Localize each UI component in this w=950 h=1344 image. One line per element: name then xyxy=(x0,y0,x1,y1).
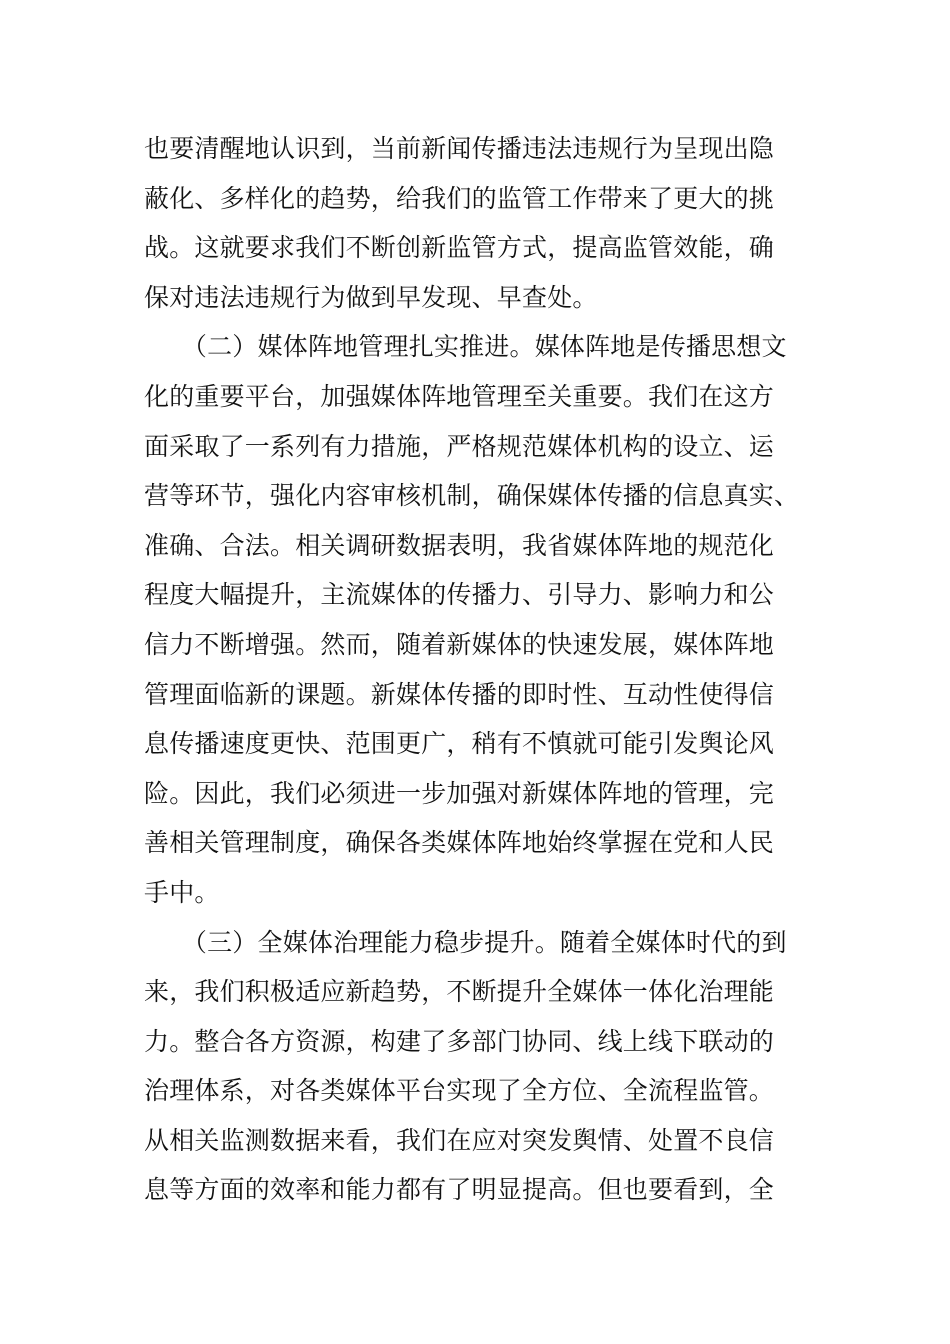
text-line: 手中。 xyxy=(144,877,220,907)
text-line: 善相关管理制度，确保各类媒体阵地始终掌握在党和人民 xyxy=(144,828,775,858)
text-line: 化的重要平台，加强媒体阵地管理至关重要。我们在这方 xyxy=(144,381,775,411)
text-line: 蔽化、多样化的趋势，给我们的监管工作带来了更大的挑 xyxy=(144,183,775,213)
text-line: 保对违法违规行为做到早发现、早查处。 xyxy=(144,282,598,312)
text-line: 战。这就要求我们不断创新监管方式，提高监管效能，确 xyxy=(144,233,775,263)
text-line: 程度大幅提升，主流媒体的传播力、引导力、影响力和公 xyxy=(144,580,775,610)
text-line: 险。因此，我们必须进一步加强对新媒体阵地的管理，完 xyxy=(144,778,775,808)
text-line: （二）媒体阵地管理扎实推进。媒体阵地是传播思想文 xyxy=(144,332,787,362)
text-line: （三）全媒体治理能力稳步提升。随着全媒体时代的到 xyxy=(144,927,787,957)
text-line: 也要清醒地认识到，当前新闻传播违法违规行为呈现出隐 xyxy=(144,134,775,163)
text-line: 面采取了一系列有力措施，严格规范媒体机构的设立、运 xyxy=(144,431,775,461)
text-line: 息等方面的效率和能力都有了明显提高。但也要看到，全 xyxy=(144,1175,775,1205)
text-line: 力。整合各方资源，构建了多部门协同、线上线下联动的 xyxy=(144,1026,775,1056)
body-text xyxy=(144,124,804,1215)
text-line: 信力不断增强。然而，随着新媒体的快速发展，媒体阵地 xyxy=(144,629,775,659)
text-line: 营等环节，强化内容审核机制，确保媒体传播的信息真实、 xyxy=(144,481,800,511)
text-line: 来，我们积极适应新趋势，不断提升全媒体一体化治理能 xyxy=(144,977,775,1007)
text-line: 息传播速度更快、范围更广，稍有不慎就可能引发舆论风 xyxy=(144,729,775,759)
text-line: 从相关监测数据来看，我们在应对突发舆情、处置不良信 xyxy=(144,1125,775,1155)
text-line: 准确、合法。相关调研数据表明，我省媒体阵地的规范化 xyxy=(144,530,775,560)
text-line: 治理体系，对各类媒体平台实现了全方位、全流程监管。 xyxy=(144,1076,775,1106)
text-line: 管理面临新的课题。新媒体传播的即时性、互动性使得信 xyxy=(144,679,775,709)
